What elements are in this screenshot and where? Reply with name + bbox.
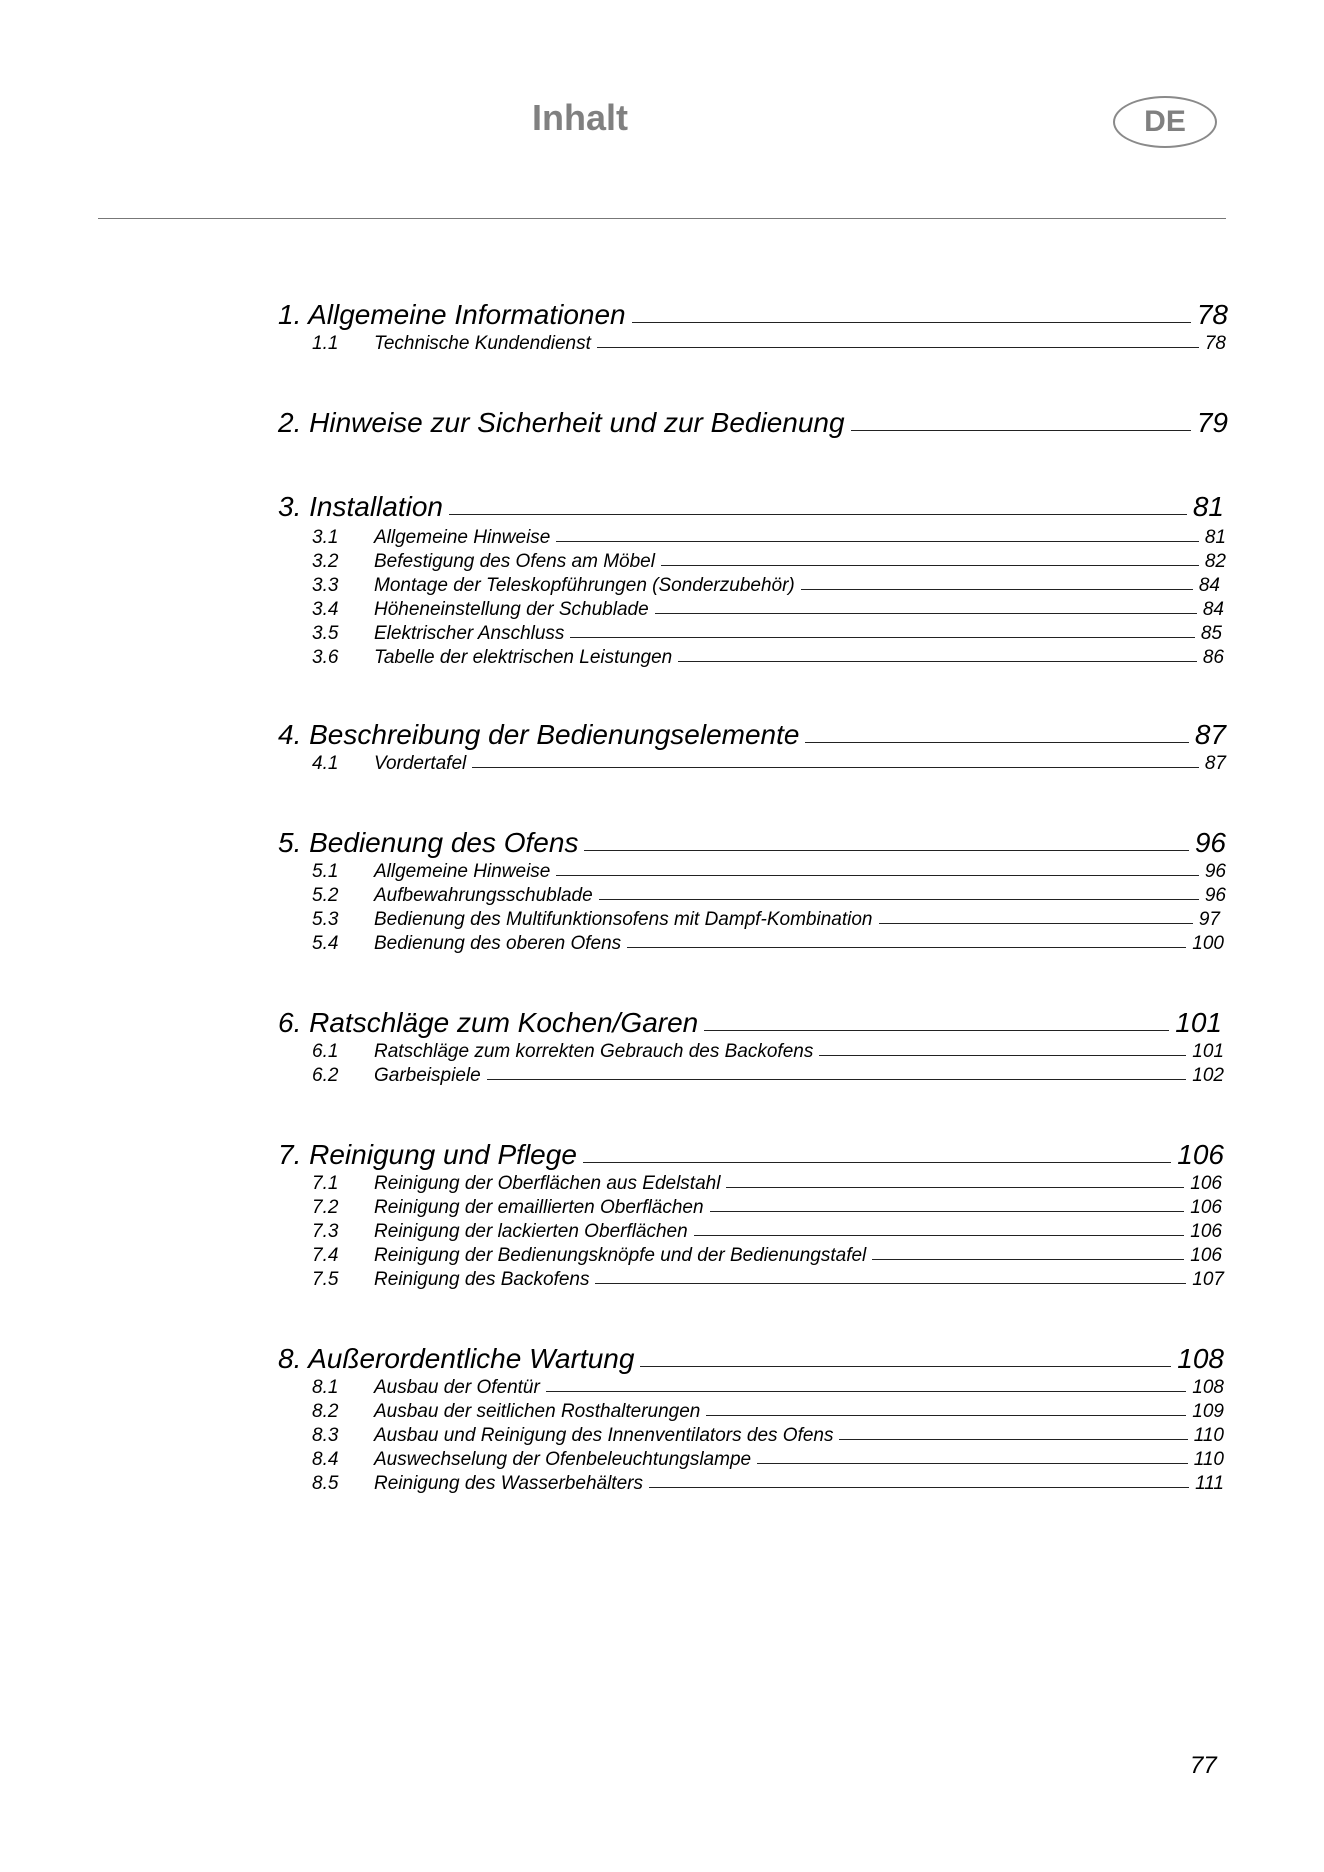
toc-section-number: 1.1: [312, 333, 339, 354]
toc-section-number: 3.1: [312, 527, 339, 548]
toc-section-number: 3.5: [312, 623, 339, 644]
toc-leader-line: [627, 947, 1186, 948]
toc-section-row: [312, 1040, 1224, 1064]
toc-section-row: [312, 1172, 1222, 1196]
toc-chapter-title: 6. Ratschläge zum Kochen/Garen: [278, 1007, 699, 1038]
toc-section-title: Ratschläge zum korrekten Gebrauch des Backofens: [374, 1041, 814, 1062]
toc-leader-line: [661, 565, 1199, 566]
toc-chapter-row: [278, 1342, 1224, 1376]
toc-chapter-row: [278, 1006, 1222, 1040]
toc-section-title: Höheneinstellung der Schublade: [374, 599, 649, 620]
toc-section-row: [312, 1196, 1222, 1220]
toc-section-row: [312, 550, 1226, 574]
toc-leader-line: [839, 1439, 1187, 1440]
toc-section-row: [312, 598, 1224, 622]
toc-leader-line: [472, 767, 1199, 768]
toc-section-title: Vordertafel: [374, 753, 467, 774]
toc-page-number: 81: [1192, 491, 1224, 522]
toc-leader-line: [872, 1259, 1184, 1260]
toc-section-title: Reinigung des Wasserbehälters: [374, 1473, 643, 1494]
toc-page-number: 86: [1202, 647, 1224, 668]
toc-section-title: Ausbau der Ofentür: [374, 1377, 540, 1398]
toc-section-number: 3.6: [312, 647, 339, 668]
toc-chapter-title: 4. Beschreibung der Bedienungselemente: [278, 719, 800, 750]
toc-page-number: 79: [1196, 407, 1228, 438]
toc-section-number: 4.1: [312, 753, 339, 774]
toc-section-number: 8.1: [312, 1377, 339, 1398]
toc-page-number: 111: [1195, 1473, 1224, 1494]
toc-chapter-title: 5. Bedienung des Ofens: [278, 827, 579, 858]
toc-section-row: [312, 932, 1224, 956]
toc-page-number: 100: [1192, 933, 1224, 954]
toc-leader-line: [584, 850, 1188, 851]
toc-chapter-title: 1. Allgemeine Informationen: [278, 299, 626, 330]
toc-page-number: 108: [1192, 1377, 1224, 1398]
toc-leader-line: [851, 430, 1191, 431]
toc-page-number: 96: [1194, 827, 1226, 858]
toc-leader-line: [704, 1030, 1169, 1031]
toc-page-number: 101: [1192, 1041, 1224, 1062]
toc-section-row: [312, 752, 1226, 776]
toc-section-row: [312, 1064, 1224, 1088]
page-title: Inhalt: [532, 97, 628, 138]
toc-leader-line: [632, 322, 1191, 323]
toc-section-row: [312, 884, 1226, 908]
toc-page-number: 107: [1192, 1269, 1224, 1290]
toc-leader-line: [710, 1211, 1185, 1212]
toc-chapter-row: [278, 406, 1228, 440]
toc-section-title: Bedienung des oberen Ofens: [374, 933, 622, 954]
toc-page-number: 106: [1190, 1173, 1222, 1194]
toc-leader-line: [694, 1235, 1185, 1236]
toc-leader-line: [819, 1055, 1186, 1056]
toc-section-title: Technische Kundendienst: [374, 333, 591, 354]
toc-page-number: 78: [1196, 299, 1228, 330]
toc-section-title: Tabelle der elektrischen Leistungen: [374, 647, 673, 668]
toc-section-row: [312, 860, 1226, 884]
toc-page-number: 85: [1200, 623, 1222, 644]
toc-leader-line: [556, 541, 1198, 542]
toc-section-row: [312, 1400, 1224, 1424]
toc-leader-line: [678, 661, 1197, 662]
toc-leader-line: [487, 1079, 1187, 1080]
toc-section-number: 5.3: [312, 909, 339, 930]
toc-page-number: 109: [1192, 1401, 1224, 1422]
toc-page-number: 87: [1194, 719, 1226, 750]
toc-page-number: 84: [1202, 599, 1224, 620]
toc-section-title: Reinigung der lackierten Oberflächen: [374, 1221, 688, 1242]
toc-section-number: 7.5: [312, 1269, 339, 1290]
toc-chapter-row: [278, 490, 1224, 524]
toc-section-number: 8.4: [312, 1449, 339, 1470]
toc-section-number: 7.2: [312, 1197, 339, 1218]
toc-section-number: 7.3: [312, 1221, 339, 1242]
toc-section-number: 6.1: [312, 1041, 339, 1062]
toc-chapter-row: [278, 826, 1226, 860]
toc-leader-line: [879, 923, 1193, 924]
toc-chapter-row: [278, 718, 1226, 752]
toc-section-number: 8.5: [312, 1473, 339, 1494]
toc-section-row: [312, 574, 1220, 598]
toc-leader-line: [599, 899, 1199, 900]
toc-section-number: 8.2: [312, 1401, 339, 1422]
toc-page-number: 78: [1204, 333, 1226, 354]
toc-leader-line: [595, 1283, 1186, 1284]
toc-section-title: Elektrischer Anschluss: [374, 623, 565, 644]
toc-section-number: 7.4: [312, 1245, 339, 1266]
toc-page-number: 106: [1190, 1197, 1222, 1218]
toc-leader-line: [640, 1366, 1171, 1367]
toc-section-title: Ausbau der seitlichen Rosthalterungen: [374, 1401, 701, 1422]
toc-section-row: [312, 1244, 1222, 1268]
toc-leader-line: [801, 589, 1193, 590]
toc-leader-line: [726, 1187, 1184, 1188]
toc-page-number: 97: [1198, 909, 1220, 930]
toc-section-number: 3.4: [312, 599, 339, 620]
language-badge: DE: [1113, 96, 1217, 148]
toc-leader-line: [655, 613, 1197, 614]
toc-section-title: Allgemeine Hinweise: [374, 527, 551, 548]
toc-page-number: 106: [1177, 1139, 1224, 1170]
toc-page-number: 110: [1193, 1425, 1224, 1446]
toc-section-row: [312, 1268, 1224, 1292]
toc-section-title: Montage der Teleskopführungen (Sonderzubehör): [374, 575, 795, 596]
toc-section-title: Reinigung der emaillierten Oberflächen: [374, 1197, 704, 1218]
toc-section-row: [312, 622, 1222, 646]
toc-leader-line: [649, 1487, 1189, 1488]
toc-section-number: 8.3: [312, 1425, 339, 1446]
toc-section-number: 6.2: [312, 1065, 339, 1086]
toc-section-number: 5.1: [312, 861, 339, 882]
toc-page-number: 102: [1192, 1065, 1224, 1086]
toc-chapter-title: 3. Installation: [278, 491, 443, 522]
toc-leader-line: [597, 347, 1199, 348]
toc-section-row: [312, 646, 1224, 670]
toc-section-title: Garbeispiele: [374, 1065, 481, 1086]
toc-section-title: Reinigung der Bedienungsknöpfe und der Bedienungstafel: [374, 1245, 867, 1266]
toc-page-number: 106: [1190, 1245, 1222, 1266]
toc-section-title: Befestigung des Ofens am Möbel: [374, 551, 655, 572]
toc-leader-line: [583, 1162, 1171, 1163]
header-divider: [98, 218, 1226, 219]
toc-page-number: 101: [1175, 1007, 1222, 1038]
toc-leader-line: [546, 1391, 1186, 1392]
toc-section-row: [312, 908, 1220, 932]
toc-chapter-row: [278, 298, 1228, 332]
toc-page-number: 108: [1177, 1343, 1224, 1374]
toc-section-title: Aufbewahrungsschublade: [374, 885, 593, 906]
toc-section-title: Reinigung des Backofens: [374, 1269, 590, 1290]
toc-section-row: [312, 526, 1226, 550]
toc-section-title: Allgemeine Hinweise: [374, 861, 551, 882]
footer-page-number: 77: [1190, 1752, 1217, 1779]
toc-chapter-title: 8. Außerordentliche Wartung: [278, 1343, 635, 1374]
toc-leader-line: [757, 1463, 1188, 1464]
toc-section-row: [312, 1472, 1224, 1496]
toc-page-number: 82: [1204, 551, 1226, 572]
toc-leader-line: [556, 875, 1198, 876]
toc-section-row: [312, 1376, 1224, 1400]
toc-section-number: 5.2: [312, 885, 339, 906]
toc-section-row: [312, 1424, 1224, 1448]
toc-leader-line: [570, 637, 1194, 638]
toc-section-number: 7.1: [312, 1173, 339, 1194]
toc-page-number: 96: [1204, 885, 1226, 906]
toc-page-number: 96: [1204, 861, 1226, 882]
toc-chapter-title: 7. Reinigung und Pflege: [278, 1139, 577, 1170]
toc-page-number: 87: [1204, 753, 1226, 774]
toc-leader-line: [805, 742, 1188, 743]
toc-section-number: 3.3: [312, 575, 339, 596]
toc-section-title: Reinigung der Oberflächen aus Edelstahl: [374, 1173, 721, 1194]
toc-page-number: 110: [1193, 1449, 1224, 1470]
toc-section-number: 3.2: [312, 551, 339, 572]
toc-page-number: 81: [1204, 527, 1226, 548]
toc-chapter-row: [278, 1138, 1224, 1172]
toc-page-number: 84: [1198, 575, 1220, 596]
toc-section-title: Auswechselung der Ofenbeleuchtungslampe: [374, 1449, 752, 1470]
toc-chapter-title: 2. Hinweise zur Sicherheit und zur Bedienung: [278, 407, 845, 438]
toc-leader-line: [449, 514, 1187, 515]
toc-section-title: Ausbau und Reinigung des Innenventilators des Ofens: [374, 1425, 834, 1446]
toc-section-title: Bedienung des Multifunktionsofens mit Dampf-Kombination: [374, 909, 873, 930]
toc-section-row: [312, 1448, 1224, 1472]
toc-section-row: [312, 332, 1226, 356]
toc-leader-line: [706, 1415, 1186, 1416]
toc-section-number: 5.4: [312, 933, 339, 954]
toc-section-row: [312, 1220, 1222, 1244]
toc-page-number: 106: [1190, 1221, 1222, 1242]
